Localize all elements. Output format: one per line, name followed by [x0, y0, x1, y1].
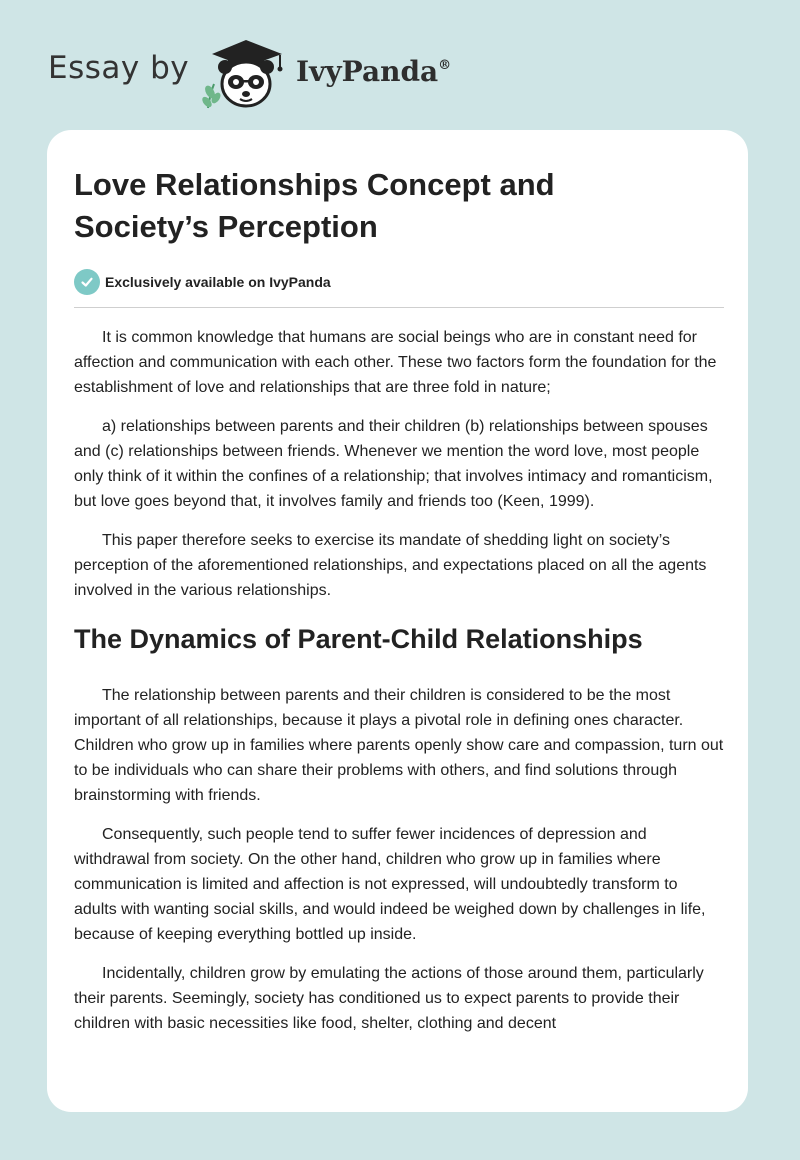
- exclusive-badge: [74, 268, 724, 296]
- essay-by-label: Essay by: [48, 50, 190, 86]
- essay-card: [47, 130, 748, 1112]
- paragraph: The relationship between parents and their children is considered to be the most important of all relationships, because it plays a pivotal role in defining ones character. Children who grow up in families where parents openly show care and compassion, turn out to be individuals who can share their problems with others, and find solutions through brainstorming with friends.: [74, 687, 724, 804]
- essay-title-line-1: Love Relationships Concept and: [74, 167, 555, 202]
- panda-graduate-logo-icon[interactable]: [198, 36, 294, 112]
- section-heading: The Dynamics of Parent-Child Relationships: [74, 624, 643, 654]
- paragraph: This paper therefore seeks to exercise its mandate of shedding light on society’s perception of the aforementioned relationships, and expectations placed on all the agents involved in the various relationships.: [74, 532, 707, 599]
- registered-mark: ®: [438, 57, 452, 73]
- essay-content: [74, 130, 724, 1036]
- essay-title-line-2: Society’s Perception: [74, 209, 378, 244]
- paragraph: a) relationships between parents and their children (b) relationships between spouses and (c) relationships between friends. Whenever we mention the word love, most people only think of it within the confines of a relationship; that involves intimacy and romanticism, but love goes beyond that, it involves family and friends too (Keen, 1999).: [74, 418, 713, 510]
- site-header: [0, 0, 800, 130]
- paragraph: Incidentally, children grow by emulating the actions of those around them, particularly their parents. Seemingly, society has conditioned us to expect parents to provide their children with basic necessities like food, shelter, clothing and decent: [74, 965, 704, 1032]
- brand-name-text: IvyPanda: [296, 55, 439, 88]
- divider: [74, 307, 724, 308]
- check-badge-icon: [74, 269, 100, 295]
- paragraph: It is common knowledge that humans are social beings who are in constant need for affection and communication with each other. These two factors form the foundation for the establishment of love and relationships that are three fold in nature;: [74, 329, 717, 396]
- essay-title: [74, 164, 724, 248]
- paragraph: Consequently, such people tend to suffer fewer incidences of depression and withdrawal from society. On the other hand, children who grow up in families where communication is limited and affection is not expressed, will undoubtedly transform to adults with wanting social skills, and would indeed be weighed down by challenges in life, because of keeping everything bottled up inside.: [74, 826, 706, 943]
- brand-name[interactable]: [296, 55, 451, 88]
- exclusive-badge-label: Exclusively available on IvyPanda: [105, 274, 331, 290]
